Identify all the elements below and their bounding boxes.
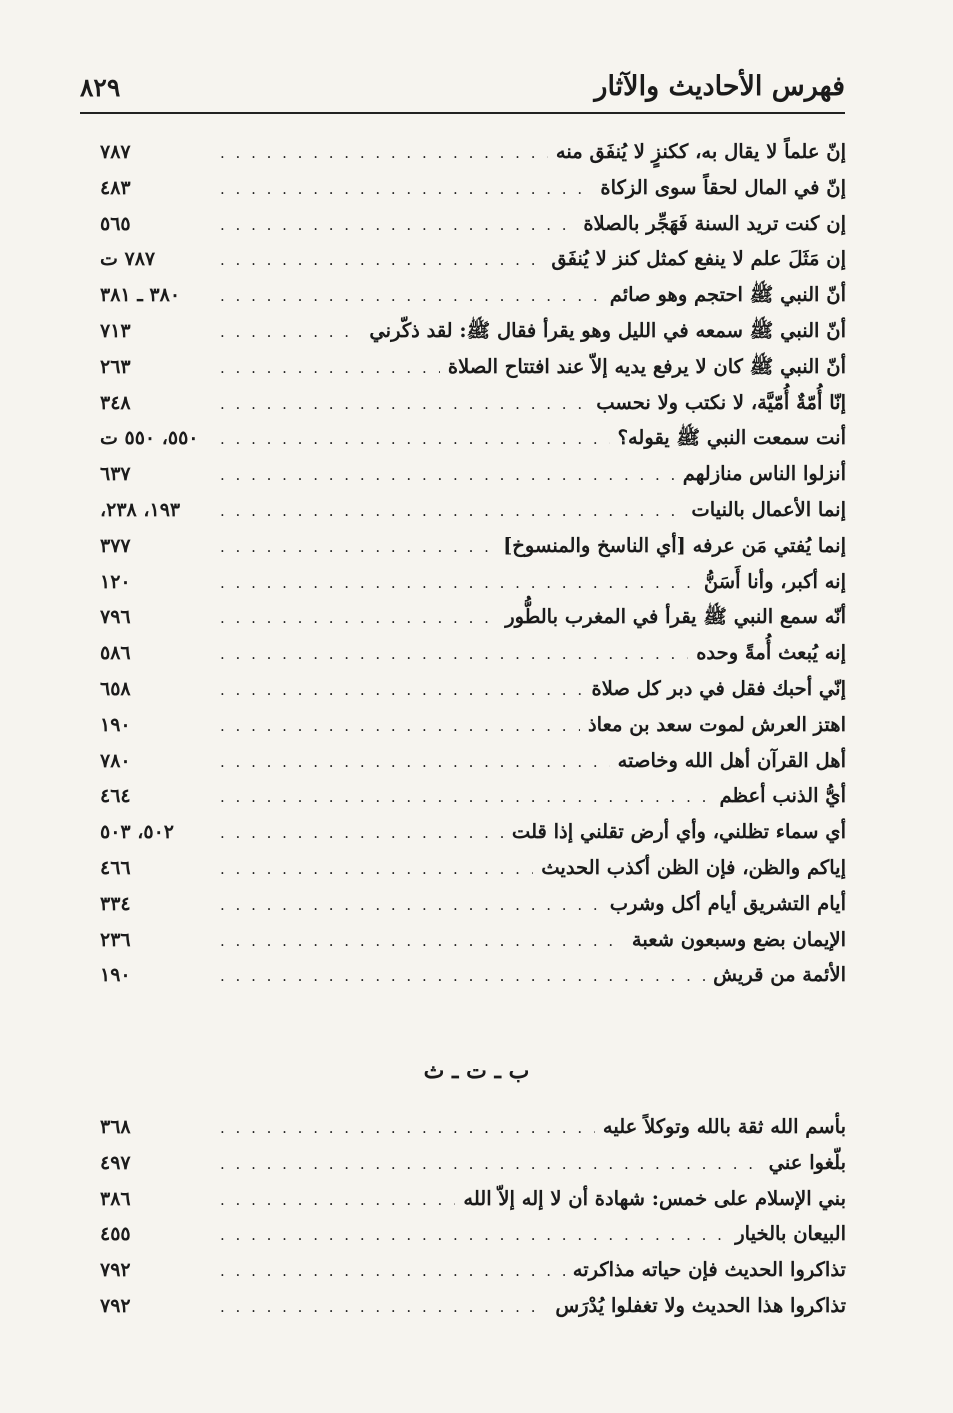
entry-text: أنت سمعت النبي ﷺ يقوله؟ [617,426,846,450]
dot-leader [220,788,712,806]
index-list-ba-ta-tha [100,1115,846,1330]
entry-text: بلّغوا عني [768,1150,846,1174]
index-entry [100,391,846,427]
dot-leader [220,681,584,699]
page-number: ٨٢٩ [80,73,121,102]
dot-leader [220,502,683,520]
dot-leader [220,216,575,234]
entry-page-ref: ٧٨٧ ت [100,248,156,271]
entry-text: تذاكروا الحديث فإن حياته مذاكرته [572,1258,846,1282]
entry-text: أيام التشريق أيام أكل وشرب [609,891,846,915]
dot-leader [220,932,624,950]
entry-page-ref: ٣٨٦ [100,1187,131,1210]
entry-text: إن كنت تريد السنة فَهَجِّر بالصلاة [583,211,846,235]
entry-text: بني الإسلام على خمس: شهادة أن لا إله إلاّ الله [463,1186,846,1210]
dot-leader [220,860,533,878]
index-entry [100,820,846,856]
entry-page-ref: ٣٧٧ [100,534,131,557]
entry-text: أنّ النبي ﷺ سمعه في الليل وهو يقرأ فقال ﷺ: لقد ذكّرني [369,318,846,342]
entry-text: إنّا أُمّةٌ أُمّيَّة، لا نكتب ولا نحسب [596,390,846,414]
index-entry [100,1151,846,1187]
entry-text: أنزلوا الناس منازلهم [682,462,846,486]
entry-text: إنّي أحبك فقل في دبر كل صلاة [591,676,846,700]
entry-text: أنّه سمع النبي ﷺ يقرأ في المغرب بالطُّور [505,605,846,629]
entry-text: إنه يُبعث أُمةً وحده [696,641,846,665]
index-entry [100,928,846,964]
entry-text: بأسم الله ثقة بالله وتوكلاً عليه [602,1115,846,1138]
dot-leader [220,896,602,914]
index-entry [100,570,846,606]
entry-page-ref: ٧١٣ [100,319,131,342]
dot-leader [220,144,548,162]
entry-page-ref: ٦٣٧ [100,463,131,486]
index-entry [100,247,846,283]
index-entry [100,713,846,749]
running-title: فهرس الأحاديث والآثار [594,71,845,102]
dot-leader [220,1226,727,1244]
entry-page-ref: ٥٥٠، ٥٥٠ ت [100,427,199,450]
entry-page-ref: ١٩٣، ٢٣٨، [100,498,181,521]
entry-page-ref: ٧٩٢ [100,1259,131,1282]
entry-text: اهتز العرش لموت سعد بن معاذ [588,712,846,736]
entry-page-ref: ٥٠٢، ٥٠٣ [100,821,174,844]
index-entry [100,641,846,677]
index-entry [100,498,846,534]
entry-text: إنما يُفتي مَن عرفه [أي الناسخ والمنسوخ] [503,533,846,557]
entry-page-ref: ٥٨٦ [100,642,131,665]
index-entry [100,1258,846,1294]
dot-leader [220,323,361,341]
section-heading: ب ـ ت ـ ث [423,1058,530,1084]
index-entry [100,892,846,928]
dot-leader [220,1119,595,1137]
dot-leader [220,1155,761,1173]
dot-leader [220,967,705,985]
entry-page-ref: ٧٨٧ [100,141,131,163]
index-entry [100,140,846,176]
entry-page-ref: ٤٨٣ [100,176,131,199]
dot-leader [220,395,588,413]
index-entry [100,856,846,892]
entry-text: إنّ في المال لحقاً سوى الزكاة [600,175,846,199]
entry-page-ref: ٤٦٦ [100,856,131,879]
entry-page-ref: ٥٦٥ [100,212,131,235]
entry-page-ref: ٣٦٨ [100,1116,131,1138]
dot-leader [220,645,688,663]
index-entry [100,534,846,570]
dot-leader [220,466,675,484]
index-list-alif [100,140,846,999]
index-entry [100,963,846,999]
dot-leader [220,753,610,771]
entry-text: الأئمة من قريش [713,963,846,987]
dot-leader [220,574,696,592]
dot-leader [220,824,504,842]
index-entry [100,212,846,248]
index-entry [100,784,846,820]
entry-text: إن مَثَلَ علم لا ينفع كمثل كنز لا يُنفَق [551,247,846,271]
dot-leader [220,717,580,735]
index-entry [100,1222,846,1258]
entry-text: الإيمان بضع وسبعون شعبة [631,927,846,951]
index-entry [100,319,846,355]
index-entry [100,1115,846,1151]
index-entry [100,426,846,462]
entry-page-ref: ٣٣٤ [100,892,131,915]
index-entry [100,1187,846,1223]
entry-text: إياكم والظن، فإن الظن أكذب الحديث [541,855,846,879]
entry-page-ref: ٧٩٢ [100,1294,131,1317]
entry-page-ref: ٧٩٦ [100,606,131,629]
entry-text: أنّ النبي ﷺ احتجم وهو صائم [609,283,846,307]
entry-text: البيعان بالخيار [735,1222,846,1246]
entry-text: أهل القرآن أهل الله وخاصته [617,748,846,772]
entry-text: تذاكروا هذا الحديث ولا تغفلوا يُدْرَس [555,1293,846,1317]
dot-leader [220,609,497,627]
entry-page-ref: ٣٨٠ ـ ٣٨١ [100,284,181,307]
dot-leader [220,1262,565,1280]
dot-leader [220,359,440,377]
index-entry [100,462,846,498]
entry-page-ref: ٦٥٨ [100,677,131,700]
entry-page-ref: ١٩٠ [100,964,131,987]
dot-leader [220,251,543,269]
entry-text: إنه أكبر، وأنا أَسَنُّ [703,569,846,593]
entry-page-ref: ٤٥٥ [100,1223,131,1246]
dot-leader [220,1298,547,1316]
entry-page-ref: ١٩٠ [100,713,131,736]
entry-page-ref: ٢٦٣ [100,355,131,378]
entry-text: أنّ النبي ﷺ كان لا يرفع يديه إلاّ عند افتتاح الصلاة [447,354,846,378]
entry-page-ref: ٤٦٤ [100,785,131,808]
entry-page-ref: ٤٩٧ [100,1151,131,1174]
page-header [80,60,845,114]
index-entry [100,1294,846,1330]
entry-page-ref: ٣٤٨ [100,391,131,414]
dot-leader [220,287,602,305]
entry-text: إنّ علماً لا يقال به، ككنزٍ لا يُنفَق منه [555,140,846,163]
entry-text: أيُّ الذنب أعظم [719,784,846,808]
entry-text: أي سماء تظلني، وأي أرض تقلني إذا قلت [511,820,846,844]
entry-page-ref: ٧٨٠ [100,749,131,772]
index-entry [100,283,846,319]
entry-page-ref: ١٢٠ [100,570,131,593]
dot-leader [220,1191,455,1209]
index-entry [100,677,846,713]
dot-leader [220,538,495,556]
entry-page-ref: ٢٣٦ [100,928,131,951]
index-entry [100,749,846,785]
index-entry [100,176,846,212]
index-entry [100,355,846,391]
index-entry [100,605,846,641]
entry-text: إنما الأعمال بالنيات [691,497,846,521]
dot-leader [220,180,592,198]
dot-leader [220,430,610,448]
